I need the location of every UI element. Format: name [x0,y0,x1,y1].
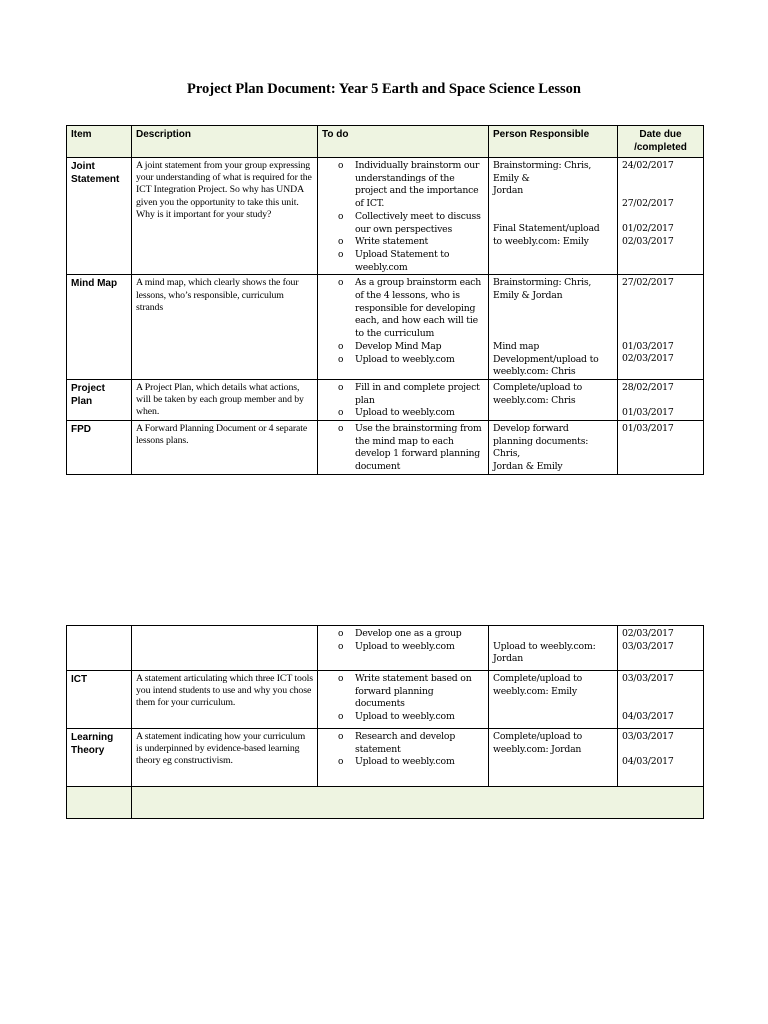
row-person [489,275,618,380]
table-row [67,421,704,475]
date-line: 02/03/2017 [622,236,674,248]
header-date-line1: Date due [639,129,682,140]
row-item: FPD [67,421,132,475]
row-description: A statement articulating which three ICT tools you intend students to use and why you chose them for your curriculum. [132,671,318,729]
header-todo: To do [318,126,489,158]
document-title: Project Plan Document: Year 5 Earth and Space Science Lesson [186,81,581,97]
row-date [618,158,704,275]
empty-item-cell [67,787,132,819]
person-line: Complete/upload to [493,673,583,684]
date-line: 01/03/2017 [622,423,674,435]
person-line: planning documents: [493,435,589,447]
row-person [489,671,618,729]
todo-item: o Use the brainstorming from the mind map to each develop 1 forward planning document [322,423,484,474]
person-line: Jordan [493,185,524,197]
todo-item: o Upload to weebly.com [322,756,484,769]
person-line: weebly.com: Jordan [493,743,582,755]
row-description: A statement indicating how your curriculum is underpinned by evidence-based learning theory eg constructivism. [132,729,318,787]
row-date [618,275,704,380]
todo-item: o Upload to weebly.com [322,641,484,654]
todo-item: o Upload to weebly.com [322,354,484,367]
date-line: 04/03/2017 [622,711,674,723]
todo-item: o Write statement [322,236,484,249]
row-person [489,158,618,275]
date-line: 01/02/2017 [622,223,674,235]
date-line: 03/03/2017 [622,673,674,684]
todo-item: o Upload to weebly.com [322,711,484,724]
row-item: Mind Map [67,275,132,380]
todo-item: o Individually brainstorm our understandings of the project and the importance of ICT. [322,160,484,211]
row-item [67,626,132,671]
person-line: Development/upload to [493,353,599,365]
person-line: Emily & [493,172,530,184]
row-item: Joint Statement [67,158,132,275]
row-item: Learning Theory [67,729,132,787]
date-line: 02/03/2017 [622,628,674,639]
person-line: Develop forward [493,423,569,435]
table-row [67,626,704,671]
header-person: Person Responsible [489,126,618,158]
date-line: 01/03/2017 [622,407,674,419]
row-todo [318,671,489,729]
todo-item: o Fill in and complete project plan [322,382,484,407]
row-item: Project Plan [67,379,132,420]
empty-merged-cell [132,787,704,819]
todo-item: o As a group brainstorm each of the 4 lessons, who is responsible for developing each, and how each will tie to the curriculum [322,277,484,341]
project-plan-table [66,125,704,475]
date-line: 01/03/2017 [622,340,674,352]
person-line: Upload to weebly.com: [493,640,596,652]
row-todo [318,275,489,380]
row-date [618,379,704,420]
person-line: Jordan [493,653,524,665]
person-line: weebly.com: Emily [493,685,577,697]
person-line: Final Statement/upload [493,223,600,235]
table-row [67,275,704,380]
table-row-empty [67,787,704,819]
date-line: 27/02/2017 [622,277,674,289]
date-line: 03/03/2017 [622,731,674,742]
row-todo [318,379,489,420]
date-line: 04/03/2017 [622,756,674,768]
row-person [489,729,618,787]
row-date [618,421,704,475]
row-person [489,626,618,671]
date-line: 02/03/2017 [622,353,674,365]
todo-item: o Develop one as a group [322,628,484,641]
person-line: Mind map [493,340,540,352]
header-date-line2: /completed [634,142,687,153]
row-description: A joint statement from your group expressing your understanding of what is required for the ICT Integration Project. So why has UNDA given you the opportunity to take this unit. Why is it important for your study? [132,158,318,275]
person-line: Complete/upload to [493,731,583,742]
date-line: 27/02/2017 [622,198,674,210]
person-line: weebly.com: Chris [493,394,576,406]
row-date [618,671,704,729]
todo-item: o Research and develop statement [322,731,484,756]
person-line: Emily & Jordan [493,290,563,302]
row-person [489,379,618,420]
person-line: Brainstorming: Chris, [493,277,592,289]
person-line: Complete/upload to [493,381,583,393]
person-line: Chris, [493,448,521,460]
row-description: A mind map, which clearly shows the four lessons, who’s responsible, curriculum strands [132,275,318,380]
todo-item: o Upload to weebly.com [322,407,484,420]
row-description: A Project Plan, which details what actions, will be taken by each group member and by when. [132,379,318,420]
person-line: Jordan & Emily [493,461,563,473]
row-todo [318,421,489,475]
header-date [618,126,704,158]
todo-item: o Develop Mind Map [322,341,484,354]
table-header-row [67,126,704,158]
row-date [618,626,704,671]
person-line: Brainstorming: Chris, [493,160,592,171]
date-line: 28/02/2017 [622,381,674,393]
todo-item: o Write statement based on forward planning documents [322,673,484,711]
table-row [67,379,704,420]
todo-item: o Collectively meet to discuss our own perspectives [322,211,484,236]
todo-item: o Upload Statement to weebly.com [322,249,484,274]
row-person [489,421,618,475]
table-row [67,671,704,729]
date-line: 03/03/2017 [622,640,674,652]
person-line: weebly.com: Chris [493,366,576,378]
table-row [67,158,704,275]
table-row [67,729,704,787]
row-date [618,729,704,787]
person-line: to weebly.com: Emily [493,236,589,248]
row-todo [318,729,489,787]
header-description: Description [132,126,318,158]
header-item: Item [67,126,132,158]
date-line: 24/02/2017 [622,160,674,171]
project-plan-table-continued [66,625,704,819]
row-todo [318,626,489,671]
row-todo [318,158,489,275]
row-item: ICT [67,671,132,729]
row-description [132,626,318,671]
row-description: A Forward Planning Document or 4 separate lessons plans. [132,421,318,475]
